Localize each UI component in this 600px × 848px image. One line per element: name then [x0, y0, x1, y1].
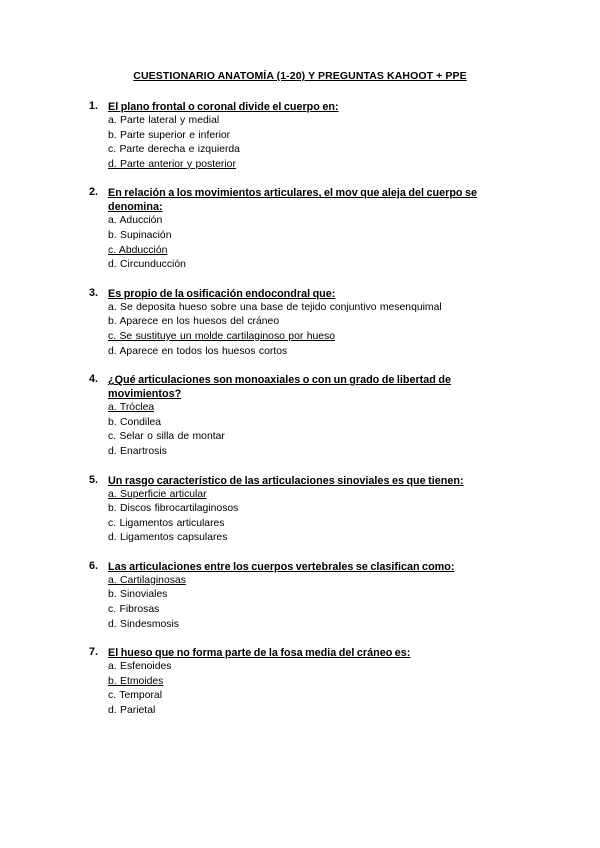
answer-option: a. Esfenoides	[108, 661, 172, 673]
question-item	[89, 646, 509, 718]
answer-option: d. Enartrosis	[108, 445, 167, 457]
question-number: 1.	[89, 100, 99, 112]
answer-option: d. Parietal	[108, 705, 156, 717]
answer-option: a. Se deposita hueso sobre una base de tejido conjuntivo mesenquimal	[108, 301, 442, 313]
question-item	[89, 186, 509, 272]
answer-option-correct: a. Superficie articular	[108, 488, 207, 500]
answer-option: d. Circunducción	[108, 259, 186, 271]
answer-option: b. Aparece en los huesos del cráneo	[108, 316, 280, 328]
question-number: 2.	[89, 186, 99, 199]
question-number: 4.	[89, 373, 99, 386]
question-text: En relación a los movimientos articulares, el mov que aleja del cuerpo se denomina:	[108, 187, 478, 214]
question-text: Es propio de la osificación endocondral que:	[108, 287, 336, 300]
question-item	[89, 287, 509, 359]
answer-options	[108, 114, 509, 172]
answer-option-correct: b. Etmoides	[108, 675, 164, 687]
question-list	[89, 100, 509, 733]
answer-option-correct: d. Parte anterior y posterior	[108, 158, 236, 170]
question-item	[89, 474, 509, 546]
answer-option: c. Temporal	[108, 690, 163, 702]
question-text: El hueso que no forma parte de la fosa media del cráneo es:	[108, 647, 411, 660]
document-title: CUESTIONARIO ANATOMÍA (1-20) Y PREGUNTAS KAHOOT + PPE	[133, 70, 467, 82]
answer-option-correct: c. Abducción	[108, 244, 168, 256]
question-number: 6.	[89, 559, 99, 572]
question-item	[89, 100, 509, 172]
question-number: 7.	[89, 646, 99, 659]
answer-option: b. Discos fibrocartilaginosos	[108, 503, 239, 515]
answer-options	[108, 401, 509, 459]
answer-option-correct: a. Cartilaginosas	[108, 574, 186, 586]
answer-option: a. Parte lateral y medial	[108, 115, 220, 126]
answer-option: b. Sinoviales	[108, 589, 168, 601]
question-text: El plano frontal o coronal divide el cuerpo en:	[108, 101, 339, 113]
question-text: Un rasgo característico de las articulaciones sinoviales es que tienen:	[108, 474, 464, 487]
answer-option: b. Condilea	[108, 416, 162, 428]
answer-options	[108, 574, 509, 632]
answer-option: d. Aparece en todos los huesos cortos	[108, 345, 288, 357]
answer-option: a. Aducción	[108, 215, 163, 227]
question-number: 5.	[89, 473, 99, 486]
answer-options	[108, 214, 509, 272]
answer-option-correct: a. Tróclea	[108, 402, 155, 414]
answer-option: b. Supinación	[108, 229, 172, 241]
answer-option: b. Parte superior e inferior	[108, 129, 231, 141]
question-item	[89, 560, 509, 632]
answer-option: d. Sindesmosis	[108, 618, 179, 630]
answer-options	[108, 488, 509, 546]
answer-options	[108, 660, 509, 718]
answer-option: c. Parte derecha e izquierda	[108, 144, 240, 156]
answer-options	[108, 301, 509, 359]
answer-option: d. Ligamentos capsulares	[108, 532, 228, 544]
answer-option: c. Ligamentos articulares	[108, 517, 225, 529]
question-number: 3.	[89, 286, 99, 299]
question-text: Las articulaciones entre los cuerpos vertebrales se clasifican como:	[108, 560, 455, 573]
answer-option-correct: c. Se sustituye un molde cartilaginoso por hueso	[108, 330, 336, 342]
answer-option: c. Fibrosas	[108, 604, 160, 616]
question-item	[89, 373, 509, 459]
question-text: ¿Qué articulaciones son monoaxiales o con un grado de libertad de movimientos?	[108, 374, 451, 401]
answer-option: c. Selar o silla de montar	[108, 431, 225, 443]
